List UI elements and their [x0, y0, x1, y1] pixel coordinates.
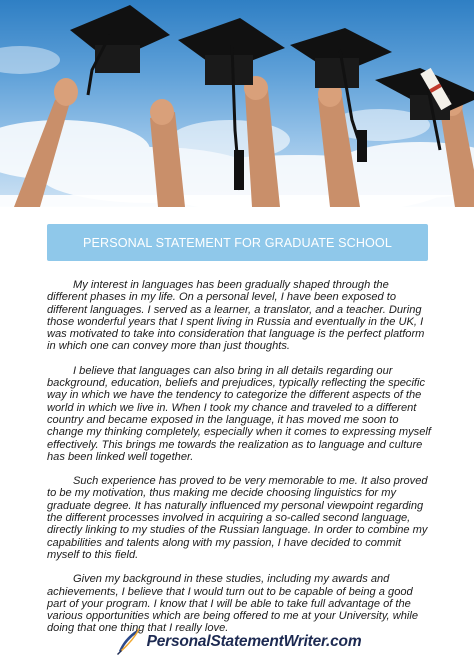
paragraph: Such experience has proved to be very memorable to me. It also proved to be my motivation, thus making me decide choosing linguistics for my graduate degree. It has naturally influenced my personal viewpoint regarding the different processes involved in acquiring a so-called second language, directly linking to my studies of the Russian language. In order to combine my capabilities and talents along with my passion, I have decided to commit myself to this field. [47, 475, 428, 561]
brand-name: PersonalStatementWriter.com [146, 633, 362, 650]
graduation-caps-illustration [0, 0, 474, 207]
paragraph: I believe that languages can also bring in all details regarding our background, education, beliefs and prejudices, typically reflecting the specific way in which we have the tendency to categorize the different aspects of the world in which we live in. When I took my chance and traveled to a different country and became exposed in the language, it has moved me soon to change my thinking completely, especially when it comes to expressing myself effectively. This brings me towards the realization as to language and culture has been linked well together. [47, 364, 431, 463]
hero-image-graduation-caps [0, 0, 474, 207]
graduation-cap-icon [70, 5, 170, 95]
paragraph: My interest in languages has been gradually shaped through the different phases in my life. On a personal level, I have been exposed to different languages. I served as a learner, a translator, and a teacher. During those wonderful years that I spent living in Russia and eventually in the UK, I was motivated to take into consideration that language is the perfect platform in which one can convey more than just thoughts. [47, 279, 425, 353]
statement-body [47, 279, 431, 647]
footer-brand [0, 628, 474, 656]
title-banner [47, 224, 428, 261]
paragraph: Given my background in these studies, including my awards and achievements, I believe that I would turn out to be capable of being a good part of your program. I know that I will be able to take full advantage of the various opportunities which are being offered to me at your University, while doing that one thing that I really love. [47, 573, 419, 635]
page-title: PERSONAL STATEMENT FOR GRADUATE SCHOOL [83, 235, 392, 250]
quill-pen-icon [113, 627, 143, 657]
